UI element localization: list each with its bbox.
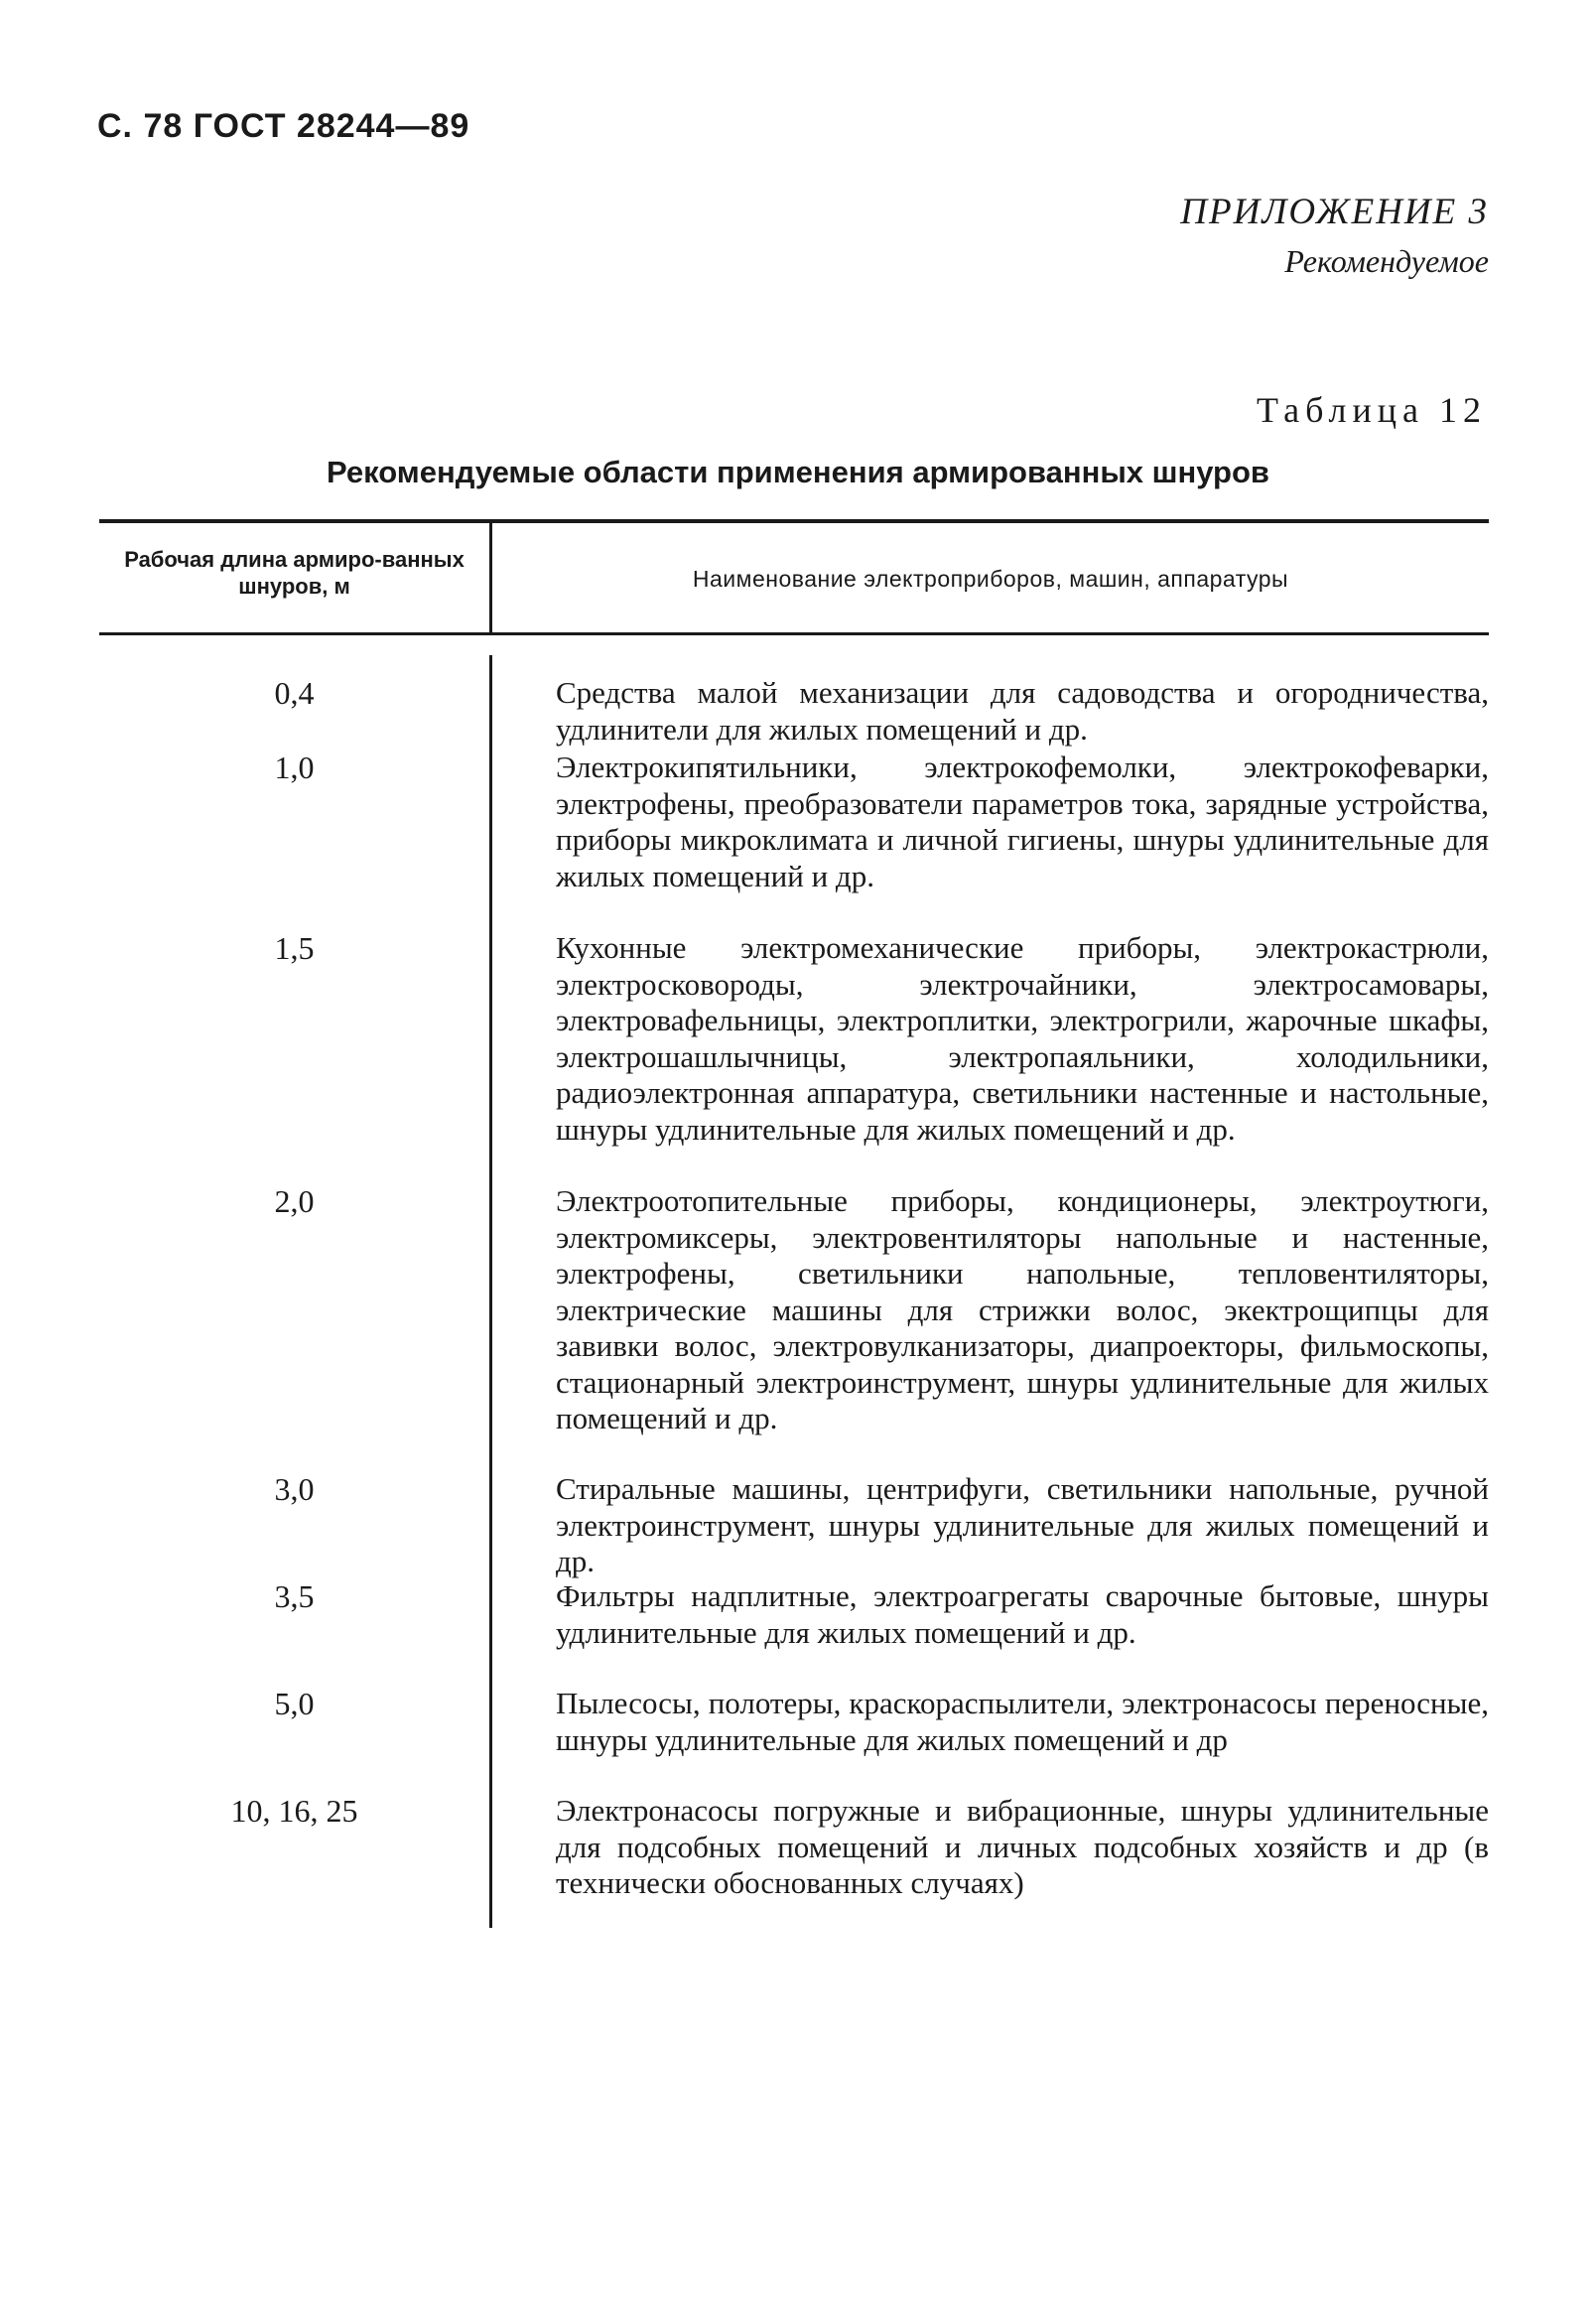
table-title: Рекомендуемые области применения армированных шнуров xyxy=(327,455,1269,489)
appendix-subtitle: Рекомендуемое xyxy=(1284,243,1489,279)
row-description: Стиральные машины, центрифуги, светильники напольные, ручной электроинструмент, шнуры удлинительные для жилых помещений и др. xyxy=(556,1471,1489,1578)
appendix-title: ПРИЛОЖЕНИЕ 3 xyxy=(1180,192,1489,232)
column-header-length: Рабочая длина армиро-ванных шнуров, м xyxy=(124,547,465,599)
row-length: 1,0 xyxy=(274,749,315,785)
row-description: Фильтры надплитные, электроагрегаты сварочные бытовые, шнуры удлинительные для жилых помещений и др. xyxy=(556,1578,1489,1650)
table-number: Таблица 12 xyxy=(1257,390,1487,430)
column-header-devices: Наименование электроприборов, машин, аппаратуры xyxy=(692,566,1289,592)
table-top-rule xyxy=(99,519,1489,523)
row-length: 5,0 xyxy=(274,1686,315,1721)
row-description: Электрокипятильники, электрокофемолки, электрокофеварки, электрофены, преобразователи параметров тока, зарядные устройства, приборы микроклимата и личной гигиены, шнуры удлинительные для жилых помещений и др. xyxy=(556,749,1489,893)
row-description: Электроотопительные приборы, кондиционеры, электроутюги, электромиксеры, электровентиляторы напольные и настенные, электрофены, светильники напольные, тепловентиляторы, электрические машины для стрижки волос, экектрощипцы для завивки волос, электровулканизаторы, диапроекторы, фильмоскопы, стационарный электроинструмент, шнуры удлинительные для жилых помещений и др. xyxy=(556,1183,1489,1435)
row-length: 10, 16, 25 xyxy=(230,1793,358,1829)
appendix-block xyxy=(1180,191,1489,280)
row-length: 3,5 xyxy=(274,1578,315,1614)
row-length: 3,0 xyxy=(274,1471,315,1507)
page-header: С. 78 ГОСТ 28244—89 xyxy=(97,107,470,145)
table-header-rule xyxy=(99,632,1489,635)
row-description: Пылесосы, полотеры, краскораспылители, электронасосы переносные, шнуры удлинительные для жилых помещений и др xyxy=(556,1686,1489,1757)
body-column-divider xyxy=(489,655,492,1928)
row-description: Средства малой механизации для садоводства и огородничества, удлинители для жилых помещений и др. xyxy=(556,675,1489,747)
row-length: 1,5 xyxy=(274,930,315,966)
row-description: Электронасосы погружные и вибрационные, шнуры удлинительные для подсобных помещений и личных подсобных хозяйств и др (в технически обоснованных случаях) xyxy=(556,1793,1489,1900)
row-description: Кухонные электромеханические приборы, электрокастрюли, электросковороды, электрочайники, электросамовары, электровафельницы, электроплитки, электрогрили, жарочные шкафы, электрошашлычницы, электропаяльники, холодильники, радиоэлектронная аппаратура, светильники настенные и настольные, шнуры удлинительные для жилых помещений и др. xyxy=(556,930,1489,1147)
row-length: 2,0 xyxy=(274,1183,315,1219)
row-length: 0,4 xyxy=(274,675,315,711)
